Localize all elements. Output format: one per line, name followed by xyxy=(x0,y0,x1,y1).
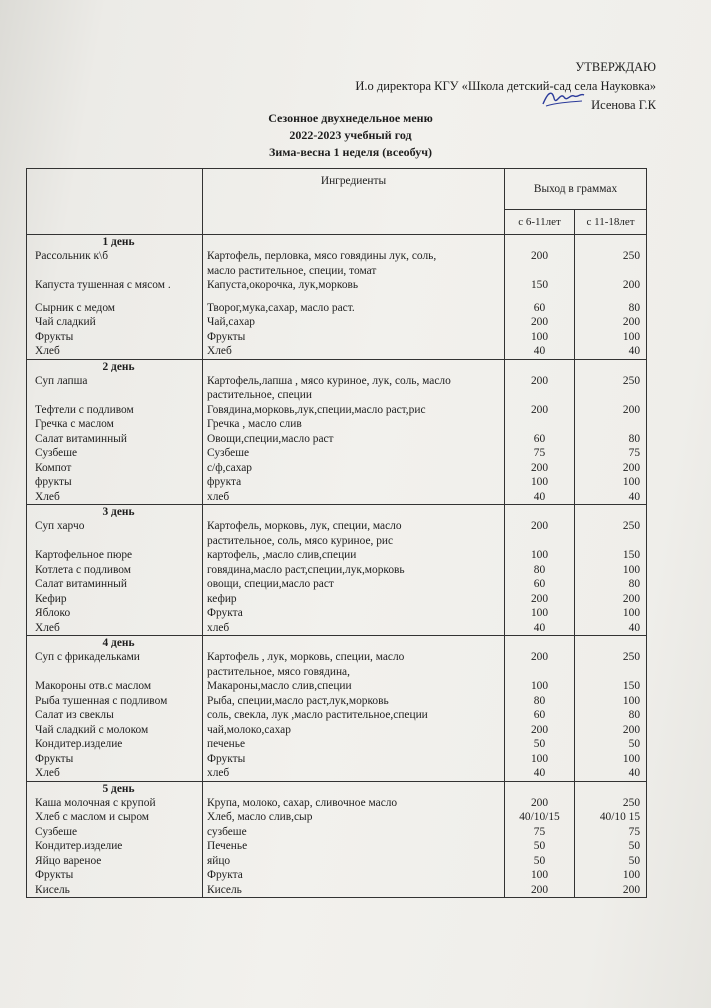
ingredients-column xyxy=(203,781,505,898)
day-title-spacer xyxy=(207,505,504,519)
ingredient-line: Капуста,окорочка, лук,морковь xyxy=(207,279,359,291)
grams-age-2: 40 xyxy=(628,490,641,503)
ingredient-line: овощи, специи,масло раст xyxy=(207,578,334,590)
line-spacer xyxy=(35,388,202,403)
day-title: 5 день xyxy=(102,782,135,795)
day-title-spacer xyxy=(505,636,574,650)
dish-name: Хлеб с маслом и сыром xyxy=(35,811,150,823)
grams-age-2-column xyxy=(575,505,647,636)
dish-column xyxy=(27,235,203,360)
grams-age-2-column xyxy=(575,235,647,360)
dish-name: Кисель xyxy=(35,883,70,896)
grams-age-2: 200 xyxy=(622,592,641,605)
grams-age-2: 80 xyxy=(628,301,641,314)
grams-age-1: 60 xyxy=(533,709,546,721)
grams-age-2: 200 xyxy=(622,403,641,416)
dish-name: Капуста тушенная с мясом . xyxy=(35,279,171,291)
ingredient-line: Хлеб, масло слив,сыр xyxy=(207,811,313,823)
grams-age-2: 40 xyxy=(628,621,641,634)
ingredient-line: Картофель, перловка, мясо говядины лук, соль, xyxy=(207,250,437,262)
dish-name: Кондитер.изделие xyxy=(35,840,123,852)
dish-name: Картофельное пюре xyxy=(35,549,133,561)
grams-age-1: 100 xyxy=(530,752,549,765)
ingredients-column xyxy=(203,359,505,505)
day-title-spacer xyxy=(505,505,574,519)
dish-name: Котлета с подливом xyxy=(35,563,131,576)
ingredient-line: хлеб xyxy=(207,490,230,503)
grams-age-2: 100 xyxy=(622,752,641,765)
grams-age-2: 100 xyxy=(622,563,641,576)
line-spacer xyxy=(505,534,574,549)
age-group-2-header: с 11-18лет xyxy=(575,210,647,235)
day-title-spacer xyxy=(575,636,640,650)
ingredient-line: печенье xyxy=(207,738,245,750)
dish-name: Яблоко xyxy=(35,607,71,619)
ingredient-line: Сузбеше xyxy=(207,447,250,459)
line-spacer xyxy=(575,665,640,680)
ingredient-line: хлеб xyxy=(207,621,230,634)
dish-name: Хлеб xyxy=(35,767,60,779)
day-section xyxy=(27,636,647,782)
grams-age-1: 100 xyxy=(530,330,549,343)
dish-column xyxy=(27,505,203,636)
grams-age-2: 80 xyxy=(628,578,641,590)
grams-age-2: 75 xyxy=(628,825,641,838)
dish-name: Чай сладкий с молоком xyxy=(35,723,149,736)
age-group-1-header: с 6-11лет xyxy=(505,210,575,235)
grams-age-1-column xyxy=(505,781,575,898)
line-spacer xyxy=(505,388,574,403)
grams-age-2: 200 xyxy=(622,316,641,328)
row-gap xyxy=(505,293,574,301)
approval-block xyxy=(355,58,656,115)
grams-age-1: 40 xyxy=(533,490,546,503)
ingredient-line: соль, свекла, лук ,масло растительное,специи xyxy=(207,709,428,721)
approval-name: Исенова Г.К xyxy=(591,98,656,112)
grams-age-1-column xyxy=(505,505,575,636)
dish-name: Фрукты xyxy=(35,330,74,343)
grams-age-1 xyxy=(505,417,574,432)
ingredient-line: Фрукты xyxy=(207,330,246,343)
dish-name: Яйцо вареное xyxy=(35,854,102,867)
ingredient-line: Картофель, морковь, лук, специи, масло xyxy=(207,520,402,532)
ingredients-column xyxy=(203,636,505,782)
dish-name: Фрукты xyxy=(35,869,74,881)
day-title-spacer xyxy=(207,782,504,796)
day-title: 1 день xyxy=(102,236,135,248)
line-spacer xyxy=(35,534,202,549)
grams-age-1: 200 xyxy=(530,651,549,663)
day-section xyxy=(27,505,647,636)
grams-age-2: 150 xyxy=(622,549,641,561)
line-spacer xyxy=(575,388,640,403)
grams-age-1: 80 xyxy=(533,563,546,576)
ingredient-line: масло растительное, специи, томат xyxy=(207,264,377,277)
dish-name: Салат из свеклы xyxy=(35,709,114,721)
ingredient-line: Фрукта xyxy=(207,869,243,881)
ingredient-line: Говядина,морковь,лук,специи,масло раст,рис xyxy=(207,403,426,416)
ingredient-line: говядина,масло раст,специи,лук,морковь xyxy=(207,563,405,576)
ingredient-line: с/ф,сахар xyxy=(207,461,252,474)
grams-age-1: 75 xyxy=(533,825,546,838)
dish-column xyxy=(27,359,203,505)
grams-age-1: 50 xyxy=(533,854,546,867)
ingredient-line: Овощи,специи,масло раст xyxy=(207,432,334,445)
dish-name: Салат витаминный xyxy=(35,432,127,445)
grams-age-1: 200 xyxy=(530,374,549,387)
day-title-spacer xyxy=(207,636,504,650)
grams-age-2: 200 xyxy=(622,461,641,474)
ingredient-line: Фрукта xyxy=(207,607,243,619)
header-row xyxy=(27,169,647,210)
line-spacer xyxy=(505,665,574,680)
menu-title: Сезонное двухнедельное меню xyxy=(268,111,433,125)
grams-age-2: 200 xyxy=(622,883,641,896)
day-title-spacer xyxy=(207,235,504,249)
output-column-header: Выход в граммах xyxy=(505,169,647,210)
grams-age-1: 60 xyxy=(533,578,546,590)
grams-age-1: 60 xyxy=(533,432,546,445)
ingredient-line: Крупа, молоко, сахар, сливочное масло xyxy=(207,796,398,809)
grams-age-2: 150 xyxy=(622,680,641,692)
grams-age-1: 200 xyxy=(530,403,549,416)
row-gap xyxy=(35,293,202,301)
ingredient-line: сузбеше xyxy=(207,825,247,838)
dish-name: Гречка с маслом xyxy=(35,418,114,430)
grams-age-1-column xyxy=(505,235,575,360)
dish-name: Фрукты xyxy=(35,752,74,765)
dish-name: Хлеб xyxy=(35,490,60,503)
grams-age-2: 100 xyxy=(622,607,641,619)
grams-age-1: 200 xyxy=(530,316,549,328)
grams-age-1: 200 xyxy=(530,250,549,262)
grams-age-2: 100 xyxy=(622,330,641,343)
grams-age-2: 250 xyxy=(622,520,641,532)
dish-name: Сузбеше xyxy=(35,447,78,459)
grams-age-1-column xyxy=(505,359,575,505)
dish-column xyxy=(27,636,203,782)
grams-age-2: 40/10 15 xyxy=(599,811,641,823)
day-title-spacer xyxy=(505,360,574,374)
ingredient-line: растительное, соль, мясо куриное, рис xyxy=(207,534,394,547)
day-title: 4 день xyxy=(102,637,135,649)
ingredient-line: растительное, мясо говядина, xyxy=(207,665,350,678)
grams-age-2: 40 xyxy=(628,345,641,357)
dish-name: Рыба тушенная с подливом xyxy=(35,694,168,707)
grams-age-2: 40 xyxy=(628,767,641,779)
ingredient-line: фрукта xyxy=(207,476,242,488)
dish-name: Сырник с медом xyxy=(35,301,116,314)
season-week: Зима-весна 1 неделя (всеобуч) xyxy=(269,145,432,159)
dish-name: Чай сладкий xyxy=(35,316,96,328)
menu-titles xyxy=(0,110,711,161)
line-spacer xyxy=(35,665,202,680)
grams-age-1-column xyxy=(505,636,575,782)
dish-name: фрукты xyxy=(35,476,72,488)
dish-name: Хлеб xyxy=(35,345,60,357)
grams-age-2: 80 xyxy=(628,432,641,445)
grams-age-1: 100 xyxy=(530,869,549,881)
day-title-spacer xyxy=(505,782,574,796)
dish-name: Суп лапша xyxy=(35,374,88,387)
grams-age-1: 200 xyxy=(530,592,549,605)
day-title-spacer xyxy=(575,360,640,374)
dish-column xyxy=(27,781,203,898)
dish-name: Рассольник к\б xyxy=(35,250,108,262)
dish-column-header xyxy=(27,169,203,235)
school-year: 2022-2023 учебный год xyxy=(289,128,412,142)
grams-age-2: 250 xyxy=(622,796,641,809)
day-title-spacer xyxy=(207,360,504,374)
dish-name: Кондитер.изделие xyxy=(35,738,123,750)
ingredient-line: Кисель xyxy=(207,883,242,896)
day-section xyxy=(27,781,647,898)
ingredient-line: Макароны,масло слив,специи xyxy=(207,680,352,692)
grams-age-2: 50 xyxy=(628,854,641,867)
grams-age-2: 100 xyxy=(622,476,641,488)
day-section xyxy=(27,235,647,360)
day-title-spacer xyxy=(575,235,640,249)
grams-age-1: 200 xyxy=(530,520,549,532)
ingredient-line: картофель, ,масло слив,специи xyxy=(207,549,357,561)
grams-age-1: 40 xyxy=(533,621,546,634)
grams-age-2 xyxy=(575,417,640,432)
dish-name: Суп харчо xyxy=(35,520,85,532)
ingredient-line: чай,молоко,сахар xyxy=(207,723,291,736)
ingredients-column xyxy=(203,505,505,636)
dish-name: Макороны отв.с маслом xyxy=(35,680,152,692)
grams-age-1: 50 xyxy=(533,738,546,750)
grams-age-1: 60 xyxy=(533,301,546,314)
grams-age-2: 100 xyxy=(622,869,641,881)
grams-age-2: 250 xyxy=(622,374,641,387)
line-spacer xyxy=(35,264,202,279)
ingredient-line: растительное, специи xyxy=(207,389,312,401)
line-spacer xyxy=(575,534,640,549)
grams-age-2: 80 xyxy=(628,709,641,721)
signature-image xyxy=(540,88,586,110)
grams-age-1: 100 xyxy=(530,680,549,692)
ingredient-line: Картофель , лук, морковь, специи, масло xyxy=(207,651,405,663)
ingredient-line: Чай,сахар xyxy=(207,316,255,328)
dish-name: Кефир xyxy=(35,592,67,605)
row-gap xyxy=(575,293,640,301)
grams-age-1: 200 xyxy=(530,723,549,736)
grams-age-1: 100 xyxy=(530,549,549,561)
grams-age-1: 150 xyxy=(530,279,549,291)
grams-age-1: 100 xyxy=(530,607,549,619)
grams-age-2: 200 xyxy=(622,279,641,291)
grams-age-1: 200 xyxy=(530,796,549,809)
dish-name: Хлеб xyxy=(35,621,60,634)
ingredient-line: Печенье xyxy=(207,840,248,852)
dish-name: Компот xyxy=(35,461,72,474)
day-section xyxy=(27,359,647,505)
row-gap xyxy=(207,293,504,301)
ingredients-column xyxy=(203,235,505,360)
grams-age-2: 200 xyxy=(622,723,641,736)
line-spacer xyxy=(575,264,640,279)
grams-age-1: 200 xyxy=(530,883,549,896)
grams-age-2: 75 xyxy=(628,447,641,459)
grams-age-1: 100 xyxy=(530,476,549,488)
grams-age-2-column xyxy=(575,781,647,898)
ingredient-line: хлеб xyxy=(207,767,230,779)
ingredient-line: кефир xyxy=(207,592,237,605)
ingredient-line: Картофель,лапша , мясо куриное, лук, соль, масло xyxy=(207,374,451,387)
dish-name: Тефтели с подливом xyxy=(35,403,134,416)
dish-name: Каша молочная с крупой xyxy=(35,796,156,809)
approval-title: УТВЕРЖДАЮ xyxy=(575,60,656,74)
ingredients-column-header: Ингредиенты xyxy=(203,169,505,235)
grams-age-2: 50 xyxy=(628,738,641,750)
grams-age-2-column xyxy=(575,359,647,505)
ingredient-line: яйцо xyxy=(207,854,231,867)
grams-age-2: 100 xyxy=(622,694,641,707)
approval-position: И.о директора КГУ «Школа детский-сад села Науковка» xyxy=(355,79,656,93)
day-title: 2 день xyxy=(102,360,135,373)
menu-table xyxy=(26,168,647,898)
day-title-spacer xyxy=(575,782,640,796)
grams-age-1: 80 xyxy=(533,694,546,707)
dish-name: Суп с фрикадельками xyxy=(35,651,140,663)
ingredient-line: Гречка , масло слив xyxy=(207,418,302,430)
dish-name: Сузбеше xyxy=(35,825,78,838)
grams-age-1: 40 xyxy=(533,767,546,779)
dish-name: Салат витаминный xyxy=(35,578,127,590)
grams-age-1: 40 xyxy=(533,345,546,357)
grams-age-1: 75 xyxy=(533,447,546,459)
day-title-spacer xyxy=(505,235,574,249)
grams-age-1: 50 xyxy=(533,840,546,852)
ingredient-line: Хлеб xyxy=(207,345,232,357)
line-spacer xyxy=(505,264,574,279)
day-title: 3 день xyxy=(102,506,135,518)
ingredient-line: Рыба, специи,масло раст,лук,морковь xyxy=(207,694,389,707)
grams-age-1: 40/10/15 xyxy=(519,811,560,823)
grams-age-2: 50 xyxy=(628,840,641,852)
grams-age-2-column xyxy=(575,636,647,782)
ingredient-line: Фрукты xyxy=(207,752,246,765)
grams-age-2: 250 xyxy=(622,651,641,663)
grams-age-1: 200 xyxy=(530,461,549,474)
grams-age-2: 250 xyxy=(622,250,641,262)
menu-body xyxy=(27,235,647,898)
day-title-spacer xyxy=(575,505,640,519)
ingredient-line: Творог,мука,сахар, масло раст. xyxy=(207,301,355,314)
